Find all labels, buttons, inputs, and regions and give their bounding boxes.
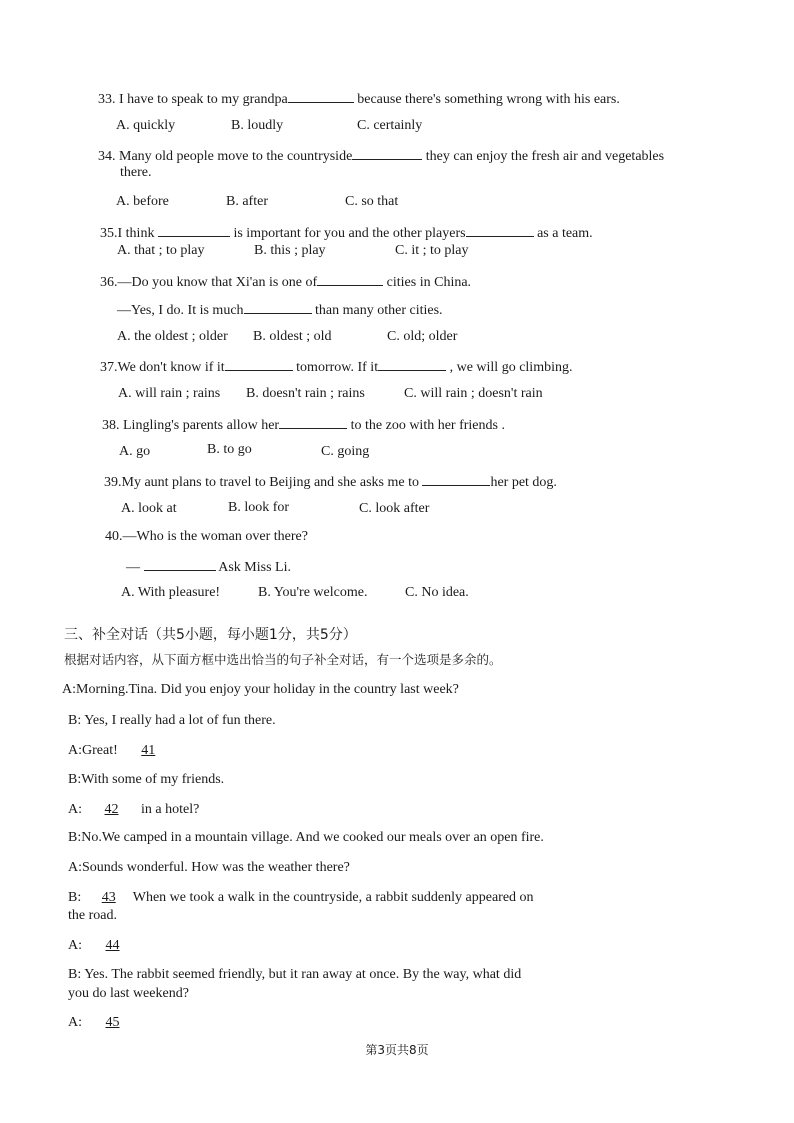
answer-blank: [288, 88, 354, 103]
dialogue-line: B:No.We camped in a mountain village. And we cooked our meals over an open fire.: [68, 830, 544, 845]
question-stem-text: than many other cities.: [311, 303, 443, 318]
option-b: B. loudly: [231, 118, 284, 133]
option-a: A. that ; to play: [117, 243, 205, 258]
answer-blank: [158, 222, 230, 237]
answer-blank: [352, 145, 422, 160]
option-b: B. look for: [228, 500, 290, 515]
answer-blank: [225, 356, 293, 371]
question-stem-text: cities in China.: [383, 275, 472, 290]
option-b: B. oldest ; old: [253, 329, 332, 344]
question-stem-text: —: [126, 560, 144, 575]
option-a: A. before: [116, 194, 169, 209]
dialogue-line-cont: you do last weekend?: [68, 986, 189, 1001]
question-33-stem: [98, 88, 620, 109]
option-c: C. old; older: [387, 329, 458, 344]
option-c: C. so that: [345, 194, 399, 209]
speaker-text: A:: [68, 1015, 86, 1030]
dialogue-line: [68, 742, 155, 760]
question-stem-text: is important for you and the other players: [229, 226, 466, 241]
option-c: C. will rain ; doesn't rain: [404, 386, 543, 401]
question-stem-text: 37.We don't know if it: [100, 360, 225, 375]
answer-blank: [422, 471, 490, 486]
question-34-stem: [98, 145, 664, 166]
blank-number-43: 43: [101, 890, 116, 905]
question-stem-text: , we will go climbing.: [446, 360, 573, 375]
question-39-stem: [104, 471, 557, 492]
speaker-text: A:: [68, 938, 86, 953]
question-stem-text: because there's something wrong with his ears.: [353, 92, 620, 107]
option-a: A. With pleasure!: [121, 585, 221, 600]
question-stem-text: 36.—Do you know that Xi'an is one of: [100, 275, 318, 290]
dialogue-text: in a hotel?: [137, 802, 200, 817]
answer-blank: [279, 414, 347, 429]
question-stem-text: Ask Miss Li.: [215, 560, 291, 575]
question-stem-text: 39.My aunt plans to travel to Beijing and she asks me to: [104, 475, 423, 490]
option-c: C. going: [321, 444, 370, 459]
section-instruction: 根据对话内容，从下面方框中选出恰当的句子补全对话，有一个选项是多余的。: [64, 652, 502, 667]
option-a: A. the oldest ; older: [117, 329, 228, 344]
speaker-text: A:: [68, 802, 86, 817]
blank-number-42: 42: [104, 802, 119, 817]
option-c: C. No idea.: [405, 585, 469, 600]
answer-blank: [317, 271, 383, 286]
answer-blank: [144, 556, 216, 571]
option-b: B. You're welcome.: [258, 585, 368, 600]
question-stem-text: 35.I think: [100, 226, 158, 241]
answer-blank: [244, 299, 312, 314]
section-heading: 三、补全对话（共5小题，每小题1分，共5分）: [64, 627, 357, 643]
question-stem-text: her pet dog.: [490, 475, 557, 490]
question-37-stem: [100, 356, 572, 377]
dialogue-line: [68, 1014, 120, 1032]
question-36-stem: [100, 271, 471, 292]
dialogue-line: A:Sounds wonderful. How was the weather there?: [68, 860, 350, 875]
question-stem-text: they can enjoy the fresh air and vegetables: [422, 149, 665, 164]
option-b: B. this ; play: [254, 243, 326, 258]
speaker-text: A:Great!: [68, 743, 122, 758]
blank-number-45: 45: [105, 1015, 120, 1030]
dialogue-line: A:Morning.Tina. Did you enjoy your holiday in the country last week?: [62, 682, 459, 697]
blank-number-44: 44: [105, 938, 120, 953]
question-stem-text: 33. I have to speak to my grandpa: [98, 92, 288, 107]
dialogue-line: B: Yes. The rabbit seemed friendly, but it ran away at once. By the way, what did: [68, 967, 522, 982]
dialogue-line-cont: the road.: [68, 908, 117, 923]
dialogue-line: [68, 801, 199, 819]
question-35-stem: [100, 222, 593, 243]
question-stem-text: 34. Many old people move to the countryside: [98, 149, 353, 164]
question-stem-text: to the zoo with her friends .: [347, 418, 505, 433]
option-b: B. to go: [207, 442, 252, 457]
dialogue-line: B: Yes, I really had a lot of fun there.: [68, 713, 276, 728]
option-b: B. after: [226, 194, 268, 209]
dialogue-line: B:With some of my friends.: [68, 772, 225, 787]
question-34-stem-cont: there.: [120, 165, 152, 180]
question-stem-text: tomorrow. If it: [292, 360, 379, 375]
question-38-stem: [102, 414, 505, 435]
blank-number-41: 41: [141, 743, 156, 758]
option-a: A. will rain ; rains: [118, 386, 221, 401]
option-c: C. certainly: [357, 118, 423, 133]
question-36-reply: [117, 299, 443, 320]
dialogue-line: [68, 937, 120, 955]
option-c: C. it ; to play: [395, 243, 469, 258]
question-40-reply: [126, 556, 291, 577]
question-40-stem: 40.—Who is the woman over there?: [105, 529, 308, 544]
answer-blank: [466, 222, 534, 237]
question-stem-text: —Yes, I do. It is much: [117, 303, 244, 318]
dialogue-line: [68, 889, 534, 907]
dialogue-text: When we took a walk in the countryside, a rabbit suddenly appeared on: [132, 890, 534, 905]
option-a: A. quickly: [116, 118, 176, 133]
option-b: B. doesn't rain ; rains: [246, 386, 365, 401]
option-c: C. look after: [359, 501, 430, 516]
page-footer: 第3页共8页: [365, 1043, 429, 1057]
option-a: A. look at: [121, 501, 177, 516]
answer-blank: [378, 356, 446, 371]
speaker-text: B:: [68, 890, 85, 905]
option-a: A. go: [119, 444, 151, 459]
question-stem-text: as a team.: [533, 226, 593, 241]
question-stem-text: 38. Lingling's parents allow her: [102, 418, 280, 433]
